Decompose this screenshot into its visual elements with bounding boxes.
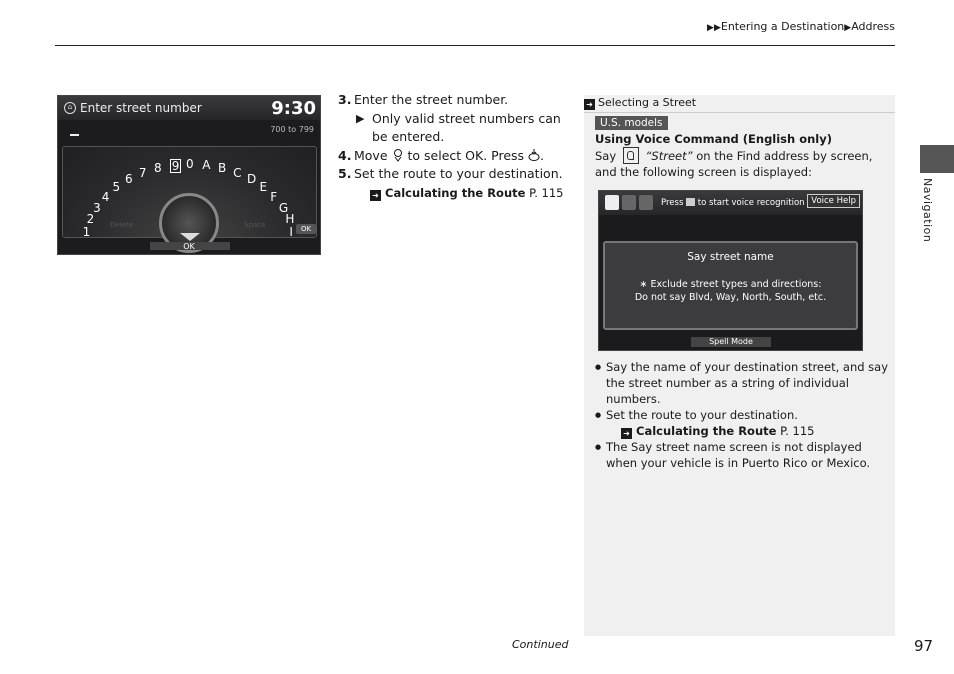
phone-icon (622, 195, 636, 210)
info-icon (639, 195, 653, 210)
exclude-note (605, 278, 856, 304)
dial-char-c: C (233, 165, 242, 180)
screen-title: Enter street number (80, 101, 202, 115)
home-icon: ⌂ (64, 102, 76, 114)
step-3-note (338, 110, 572, 147)
voice-help-button: Voice Help (807, 194, 860, 208)
dial-char-1: 1 (82, 224, 91, 239)
dial-char-d: D (247, 172, 257, 187)
reference-page: P. 115 (780, 424, 815, 438)
enter-street-number-screenshot (57, 95, 321, 255)
dial-char-a: A (202, 157, 211, 172)
say-word: Say (595, 149, 617, 163)
voice-command-text (595, 131, 887, 180)
voice-command-heading: Using Voice Command (English only) (595, 132, 833, 146)
step-number: 5. (338, 166, 352, 181)
reference-arrow-icon: ➜ (370, 190, 381, 201)
section-tab-text: Navigation (921, 178, 934, 243)
breadcrumb-section[interactable]: Entering a Destination (720, 20, 845, 33)
say-street-name-screenshot (598, 190, 863, 351)
note-marker-icon: ➜ (584, 99, 595, 110)
step-4 (338, 147, 572, 166)
ok-button: OK (296, 224, 316, 234)
breadcrumb (707, 20, 895, 33)
press-rest: to start voice recognition (697, 198, 805, 208)
press-text: Press (661, 198, 684, 208)
dial-char-6: 6 (124, 172, 133, 187)
space-label: Space (244, 221, 266, 229)
dial-char-f: F (270, 190, 278, 205)
voice-message-panel (603, 241, 858, 330)
triangle-icon: ▶ (356, 111, 365, 125)
step-text-c: . Press (483, 147, 525, 163)
step-end: . (540, 147, 545, 163)
say-rest: on the Find address by screen, and the following screen is displayed: (595, 149, 873, 179)
dial-char-5: 5 (112, 180, 121, 195)
input-cursor (70, 134, 79, 136)
step-number: 3. (338, 92, 352, 107)
reference-page: P. 115 (529, 185, 564, 200)
bottom-ok-label: OK (183, 242, 195, 251)
step-3 (338, 91, 572, 110)
sidebar-heading (584, 95, 895, 113)
talk-button-icon (623, 147, 639, 164)
dial-char-2: 2 (86, 212, 95, 227)
dial-char-h: H (285, 212, 295, 227)
step-text-b: to select (407, 147, 462, 163)
step-5 (338, 165, 572, 184)
breadcrumb-arrows: ▶▶ (707, 23, 721, 33)
say-street-name: Say street name (687, 251, 774, 263)
screen-clock: 9:30 (271, 98, 316, 119)
breadcrumb-separator: ▶ (844, 23, 852, 33)
voice-prompt (661, 198, 805, 208)
cross-reference-link[interactable] (595, 423, 891, 439)
section-tab-label (920, 178, 936, 258)
header-divider (55, 45, 895, 46)
step-text-a: Move (354, 147, 388, 163)
bullet-item: ● Say the name of your destination street, and say the street number as a string of individual numbers. (595, 359, 891, 407)
continued-label: Continued (512, 638, 569, 651)
dial-char-9: 9 (171, 158, 180, 173)
bullet-item: ● Set the route to your destination. (595, 407, 891, 423)
bullet-item: ● The Say street name screen is not displayed when your vehicle is in Puerto Rico or Mexico. (595, 439, 891, 471)
ok-label: OK (465, 147, 484, 163)
enter-button-icon (528, 148, 540, 162)
talk-icon (605, 195, 619, 210)
model-badge: U.S. models (595, 116, 668, 130)
step-text: Set the route to your destination. (354, 166, 563, 181)
street-quote: “Street” (645, 149, 693, 163)
page-number: 97 (914, 637, 934, 655)
delete-label: Delete (110, 221, 133, 229)
note-text: Only valid street numbers can be entered. (372, 110, 561, 144)
street-number-range: 700 to 799 (270, 125, 314, 134)
breadcrumb-page[interactable]: Address (851, 20, 895, 33)
dial-char-0: 0 (186, 157, 194, 171)
step-text: Enter the street number. (354, 92, 509, 107)
dial-char-8: 8 (153, 160, 162, 175)
joystick-move-icon (392, 148, 404, 162)
section-tab-marker (920, 145, 954, 173)
dial-char-3: 3 (93, 200, 101, 215)
reference-title[interactable]: Calculating the Route (385, 185, 526, 200)
exclude-line-2: Do not say Blvd, Way, North, South, etc. (634, 292, 827, 303)
spell-mode-button: Spell Mode (691, 337, 771, 347)
reference-title[interactable]: Calculating the Route (636, 424, 777, 438)
reference-arrow-icon: ➜ (621, 428, 632, 439)
dial-char-e: E (259, 180, 268, 195)
talk-button-icon (686, 198, 695, 206)
step-number: 4. (338, 147, 352, 163)
cross-reference-link[interactable] (338, 184, 572, 203)
dial-char-4: 4 (101, 190, 110, 205)
sidebar-heading-text: Selecting a Street (598, 96, 697, 109)
dial-char-i: I (289, 224, 293, 239)
dial-char-b: B (218, 160, 227, 175)
down-arrow-icon (180, 233, 200, 241)
exclude-line-1: ∗ Exclude street types and directions: (639, 279, 822, 290)
dial-char-g: G (278, 200, 289, 215)
instruction-steps (338, 91, 572, 202)
voice-command-paragraph (595, 147, 887, 180)
dial-char-7: 7 (138, 165, 147, 180)
sidebar-bullets (595, 359, 891, 471)
